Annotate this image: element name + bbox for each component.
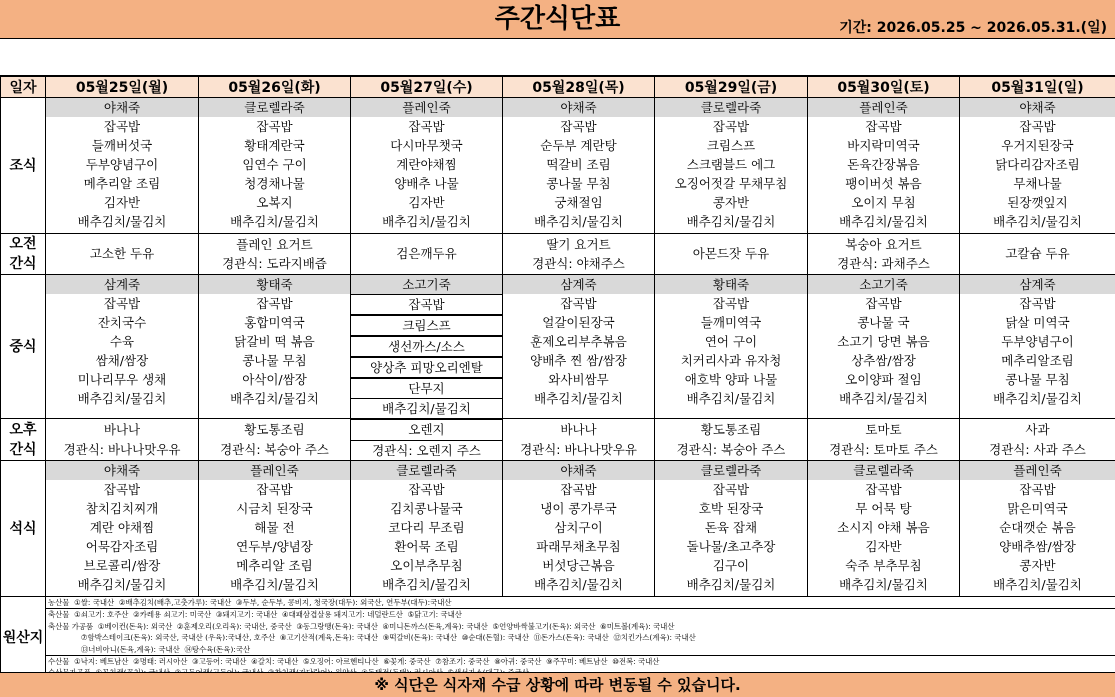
menu-cell (808, 234, 960, 275)
meal-label: 중식 (1, 275, 46, 419)
menu-item: 쌈채/쌈장 (46, 351, 198, 370)
meal-label: 오전 간식 (1, 234, 46, 275)
day-header: 05월30일(토) (808, 77, 960, 98)
origin-line: 축산물 가공품 ①베이컨(돈육): 외국산 ②훈제오리(오리육): 국내산, 중국산 ③동그랑땡(돈육): 국내산 ④미니돈까스(돈육,계육): 국내산 ⑤언양바싹불고기(돈육): 외국산 ⑥미트볼(계육): 국내산 (46, 621, 1115, 632)
menu-cell (503, 275, 655, 419)
menu-item: 양상추 피망오리엔탈 (351, 357, 503, 378)
menu-cell (655, 419, 808, 461)
menu-item: 다시마무챗국 (351, 136, 502, 155)
day-header: 05월27일(수) (351, 77, 503, 98)
menu-item: 두부양념구이 (960, 332, 1115, 351)
menu-cell (808, 461, 960, 597)
menu-item: 잡곡밥 (351, 480, 502, 499)
menu-item: 닭갈비 떡 볶음 (199, 332, 350, 351)
menu-item: 참치김치찌개 (46, 499, 198, 518)
porridge-item: 삼계죽 (960, 275, 1115, 294)
menu-item: 배추김치/물김치 (46, 575, 198, 594)
menu-item: 오이지 무침 (808, 193, 959, 212)
menu-item: 미나리무우 생채 (46, 370, 198, 389)
menu-item: 배추김치/물김치 (46, 389, 198, 408)
origin-label: 원산지 (1, 597, 46, 680)
menu-item: 딸기 요거트 (503, 235, 654, 255)
corner-label: 일자 (1, 77, 46, 98)
porridge-item: 야채죽 (46, 98, 198, 117)
menu-item: 배추김치/물김치 (960, 575, 1115, 594)
menu-item: 해물 전 (199, 518, 350, 537)
menu-item: 오이양파 절임 (808, 370, 959, 389)
menu-item: 무채나물 (960, 174, 1115, 193)
menu-cell (351, 98, 503, 234)
porridge-item: 클로렐라죽 (808, 461, 959, 480)
menu-cell (351, 234, 503, 275)
menu-item: 어묵감자조림 (46, 537, 198, 556)
menu-cell (199, 275, 351, 419)
menu-item: 고소한 두유 (46, 244, 198, 264)
origin-row (1, 597, 1115, 680)
menu-item: 소시지 야채 볶음 (808, 518, 959, 537)
menu-item: 들깨버섯국 (46, 136, 198, 155)
menu-item: 잡곡밥 (199, 117, 350, 136)
menu-item: 바지락미역국 (808, 136, 959, 155)
meal-label: 오후 간식 (1, 419, 46, 461)
menu-item: 김자반 (808, 537, 959, 556)
menu-item: 홍합미역국 (199, 313, 350, 332)
page-title: 주간식단표 (0, 2, 1115, 36)
menu-item: 떡갈비 조림 (503, 155, 654, 174)
porridge-item: 소고기죽 (808, 275, 959, 294)
menu-item: 배추김치/물김치 (199, 212, 350, 231)
menu-item: 배추김치/물김치 (655, 212, 807, 231)
day-header: 05월26일(화) (199, 77, 351, 98)
menu-item: 오징어젓갈 무채무침 (655, 174, 807, 193)
menu-cell (351, 419, 503, 461)
menu-item: 바나나 (503, 420, 654, 440)
menu-item: 우거지된장국 (960, 136, 1115, 155)
menu-item: 배추김치/물김치 (808, 389, 959, 408)
menu-cell (960, 461, 1115, 597)
menu-item: 계란야채찜 (351, 155, 502, 174)
origin-info (46, 597, 1115, 680)
menu-item: 콩자반 (960, 556, 1115, 575)
menu-item: 버섯당근볶음 (503, 556, 654, 575)
menu-cell (351, 275, 503, 419)
menu-item: 토마토 (808, 420, 959, 440)
menu-item: 숙주 부추무침 (808, 556, 959, 575)
pm-snack-row (1, 419, 1115, 461)
menu-item: 콩나물 국 (808, 313, 959, 332)
menu-item: 배추김치/물김치 (655, 575, 807, 594)
porridge-item: 클로렐라죽 (351, 461, 502, 480)
menu-item: 수육 (46, 332, 198, 351)
menu-item: 닭살 미역국 (960, 313, 1115, 332)
menu-item: 애호박 양파 나물 (655, 370, 807, 389)
menu-item: 배추김치/물김치 (351, 399, 502, 418)
menu-item: 배추김치/물김치 (199, 575, 350, 594)
menu-item: 잡곡밥 (960, 117, 1115, 136)
menu-item: 잡곡밥 (199, 480, 350, 499)
menu-item: 잡곡밥 (46, 480, 198, 499)
menu-cell (655, 461, 808, 597)
menu-cell (960, 98, 1115, 234)
breakfast-row (1, 98, 1115, 234)
menu-item: 잡곡밥 (808, 480, 959, 499)
origin-line: 농산물 ①쌀: 국내산 ②배추김치(배추,고춧가루): 국내산 ③두부, 순두부, 콩비지, 청국장(대두): 외국산, 연두부(대두):국내산 (46, 597, 1115, 608)
menu-cell (960, 419, 1115, 461)
menu-item: 경관식: 복숭아 주스 (655, 440, 807, 460)
menu-cell (655, 98, 808, 234)
menu-item: 삼치구이 (503, 518, 654, 537)
porridge-item: 야채죽 (960, 98, 1115, 117)
menu-item: 훈제오리부추볶음 (503, 332, 654, 351)
menu-item: 잡곡밥 (503, 294, 654, 313)
porridge-item: 플레인죽 (199, 461, 350, 480)
menu-item: 잡곡밥 (655, 480, 807, 499)
menu-item: 아몬드잣 두유 (655, 244, 807, 264)
date-header-row (1, 77, 1115, 98)
menu-item: 상추쌈/쌈장 (808, 351, 959, 370)
menu-cell (655, 275, 808, 419)
menu-item: 시금치 된장국 (199, 499, 350, 518)
menu-cell (199, 98, 351, 234)
menu-item: 경관식: 오렌지 주스 (351, 441, 502, 461)
porridge-item: 플레인죽 (960, 461, 1115, 480)
menu-item: 경관식: 도라지배즙 (199, 254, 350, 274)
meal-label: 석식 (1, 461, 46, 597)
menu-item: 배추김치/물김치 (655, 389, 807, 408)
menu-item: 스크램블드 에그 (655, 155, 807, 174)
menu-item: 파래무채초무침 (503, 537, 654, 556)
menu-item: 호박 된장국 (655, 499, 807, 518)
menu-item: 잡곡밥 (351, 117, 502, 136)
menu-item: 경관식: 야채주스 (503, 254, 654, 274)
menu-cell (503, 461, 655, 597)
menu-item: 잡곡밥 (960, 294, 1115, 313)
menu-item: 잡곡밥 (655, 294, 807, 313)
menu-item: 잡곡밥 (503, 117, 654, 136)
menu-item: 잡곡밥 (46, 294, 198, 313)
porridge-item: 황태죽 (655, 275, 807, 294)
menu-item: 환어묵 조림 (351, 537, 502, 556)
menu-item: 연두부/양념장 (199, 537, 350, 556)
menu-item: 청경채나물 (199, 174, 350, 193)
menu-cell (808, 419, 960, 461)
menu-item: 고칼슘 두유 (960, 244, 1115, 264)
am-snack-row (1, 234, 1115, 275)
menu-cell (199, 234, 351, 275)
menu-item: 돈육 잡채 (655, 518, 807, 537)
menu-item: 잡곡밥 (351, 294, 503, 315)
porridge-item: 야채죽 (46, 461, 198, 480)
menu-item: 황도통조림 (655, 420, 807, 440)
menu-item: 메추리알 조림 (199, 556, 350, 575)
menu-item: 팽이버섯 볶음 (808, 174, 959, 193)
menu-item: 순두부 계란탕 (503, 136, 654, 155)
menu-item: 경관식: 토마토 주스 (808, 440, 959, 460)
menu-item: 배추김치/물김치 (46, 212, 198, 231)
menu-item: 배추김치/물김치 (199, 389, 350, 408)
menu-item: 경관식: 과채주스 (808, 254, 959, 274)
menu-item: 코다리 무조림 (351, 518, 502, 537)
menu-item: 연어 구이 (655, 332, 807, 351)
menu-item: 양배추 찐 쌈/쌈장 (503, 351, 654, 370)
menu-item: 오이부추무침 (351, 556, 502, 575)
menu-item: 배추김치/물김치 (808, 212, 959, 231)
menu-item: 생선까스/소스 (351, 336, 503, 357)
porridge-item: 야채죽 (503, 461, 654, 480)
menu-item: 배추김치/물김치 (960, 212, 1115, 231)
menu-item: 잡곡밥 (808, 294, 959, 313)
menu-item: 양배추쌈/쌈장 (960, 537, 1115, 556)
menu-item: 콩나물 무침 (503, 174, 654, 193)
menu-item: 황도통조림 (199, 420, 350, 440)
porridge-item: 플레인죽 (808, 98, 959, 117)
menu-item: 배추김치/물김치 (503, 212, 654, 231)
menu-item: 배추김치/물김치 (960, 389, 1115, 408)
menu-item: 얼갈이된장국 (503, 313, 654, 332)
menu-cell (960, 234, 1115, 275)
menu-cell (503, 234, 655, 275)
porridge-item: 클로렐라죽 (655, 98, 807, 117)
menu-item: 오복지 (199, 193, 350, 212)
lunch-row (1, 275, 1115, 419)
porridge-item: 야채죽 (503, 98, 654, 117)
porridge-item: 삼계죽 (46, 275, 198, 294)
menu-item: 냉이 콩가루국 (503, 499, 654, 518)
menu-item: 소고기 당면 볶음 (808, 332, 959, 351)
porridge-item: 삼계죽 (503, 275, 654, 294)
menu-item: 배추김치/물김치 (351, 575, 502, 594)
blank-band (0, 39, 1115, 76)
porridge-item: 소고기죽 (351, 275, 502, 294)
menu-item: 배추김치/물김치 (351, 212, 502, 231)
meal-label: 조식 (1, 98, 46, 234)
menu-item: 맑은미역국 (960, 499, 1115, 518)
menu-cell (46, 234, 199, 275)
menu-item: 브로콜리/쌈장 (46, 556, 198, 575)
menu-item: 배추김치/물김치 (808, 575, 959, 594)
menu-item: 배추김치/물김치 (503, 389, 654, 408)
menu-item: 잡곡밥 (808, 117, 959, 136)
menu-item: 돌나물/초고추장 (655, 537, 807, 556)
menu-cell (46, 275, 199, 419)
menu-item: 와사비쌈무 (503, 370, 654, 389)
origin-line: 수산물 ①낙지: 베트남산 ②명태: 러시아산 ③고등어: 국내산 ④갈치: 국내산 ⑤오징어: 아르헨티나산 ⑥꽃게: 중국산 ⑦참조기: 중국산 ⑧아귀: 중국산 ⑨주꾸미: 베트남산 ⑩전복: 국내산 (46, 655, 1115, 667)
menu-item: 치커리사과 유자청 (655, 351, 807, 370)
menu-item: 돈육간장볶음 (808, 155, 959, 174)
menu-item: 콩자반 (655, 193, 807, 212)
porridge-item: 플레인죽 (351, 98, 502, 117)
day-header: 05월28일(목) (503, 77, 655, 98)
menu-item: 김구이 (655, 556, 807, 575)
menu-item: 콩나물 무침 (960, 370, 1115, 389)
menu-item: 계란 야채찜 (46, 518, 198, 537)
menu-cell (655, 234, 808, 275)
menu-item: 임연수 구이 (199, 155, 350, 174)
menu-item: 무 어묵 탕 (808, 499, 959, 518)
menu-item: 잡곡밥 (960, 480, 1115, 499)
menu-item: 된장깻잎지 (960, 193, 1115, 212)
menu-item: 플레인 요거트 (199, 235, 350, 255)
menu-item: 복숭아 요거트 (808, 235, 959, 255)
notice-banner: ※ 식단은 식자재 수급 상황에 따라 변동될 수 있습니다. (0, 672, 1115, 697)
weekly-menu-table (0, 76, 1115, 680)
origin-line: ⑬너비아니(돈육,계육): 국내산 ⑭탕수육(돈육):국산 (46, 644, 1115, 655)
porridge-item: 황태죽 (199, 275, 350, 294)
menu-item: 메추리알 조림 (46, 174, 198, 193)
menu-cell (46, 461, 199, 597)
menu-item: 양배추 나물 (351, 174, 502, 193)
menu-item: 경관식: 복숭아 주스 (199, 440, 350, 460)
menu-item: 크림스프 (351, 315, 503, 336)
menu-item: 검은깨두유 (351, 244, 502, 264)
origin-line: ⑦함박스테이크(돈육): 외국산, 국내산 (우육):국내산, 호주산 ⑧고기산적(계육,돈육): 국내산 ⑨떡갈비(돈육): 국내산 ⑩순대(돈혈): 국내산 ⑪돈가스(돈육): 국내산 ⑫치킨가스(계육): 국내산 (46, 632, 1115, 643)
menu-item: 잡곡밥 (503, 480, 654, 499)
menu-item: 단무지 (351, 378, 503, 399)
menu-item: 콩나물 무침 (199, 351, 350, 370)
menu-cell (503, 419, 655, 461)
menu-item: 메추리알조림 (960, 351, 1115, 370)
menu-item: 잡곡밥 (46, 117, 198, 136)
menu-cell (808, 275, 960, 419)
menu-cell (46, 98, 199, 234)
menu-item: 궁채절임 (503, 193, 654, 212)
dinner-row (1, 461, 1115, 597)
menu-item: 순대깻순 볶음 (960, 518, 1115, 537)
title-bar (0, 0, 1115, 39)
menu-item: 김자반 (46, 193, 198, 212)
menu-item: 황태계란국 (199, 136, 350, 155)
menu-cell (46, 419, 199, 461)
menu-item: 배추김치/물김치 (503, 575, 654, 594)
porridge-item: 클로렐라죽 (199, 98, 350, 117)
menu-cell (199, 461, 351, 597)
day-header: 05월31일(일) (960, 77, 1115, 98)
menu-item: 사과 (960, 420, 1115, 440)
origin-line: 축산물 ①쇠고기: 호주산 ②카레용 쇠고기: 미국산 ③돼지고기: 국내산 ④대패삼겹살용 돼지고기: 네덜란드산 ⑤닭고기: 국내산 (46, 608, 1115, 620)
menu-cell (199, 419, 351, 461)
menu-item: 크림스프 (655, 136, 807, 155)
menu-item: 오렌지 (351, 419, 503, 441)
period-label: 기간: 2026.05.25 ~ 2026.05.31.(일) (839, 17, 1107, 37)
day-header: 05월29일(금) (655, 77, 808, 98)
day-header: 05월25일(월) (46, 77, 199, 98)
menu-cell (503, 98, 655, 234)
menu-item: 경관식: 바나나맛우유 (46, 440, 198, 460)
menu-item: 경관식: 바나나맛우유 (503, 440, 654, 460)
menu-item: 닭다리감자조림 (960, 155, 1115, 174)
menu-cell (351, 461, 503, 597)
menu-item: 들깨미역국 (655, 313, 807, 332)
menu-item: 바나나 (46, 420, 198, 440)
menu-cell (960, 275, 1115, 419)
menu-item: 김자반 (351, 193, 502, 212)
menu-item: 잡곡밥 (199, 294, 350, 313)
menu-item: 잡곡밥 (655, 117, 807, 136)
menu-item: 잔치국수 (46, 313, 198, 332)
menu-item: 아삭이/쌈장 (199, 370, 350, 389)
menu-item: 두부양념구이 (46, 155, 198, 174)
menu-item: 경관식: 사과 주스 (960, 440, 1115, 460)
menu-cell (808, 98, 960, 234)
porridge-item: 클로렐라죽 (655, 461, 807, 480)
menu-item: 김치콩나물국 (351, 499, 502, 518)
